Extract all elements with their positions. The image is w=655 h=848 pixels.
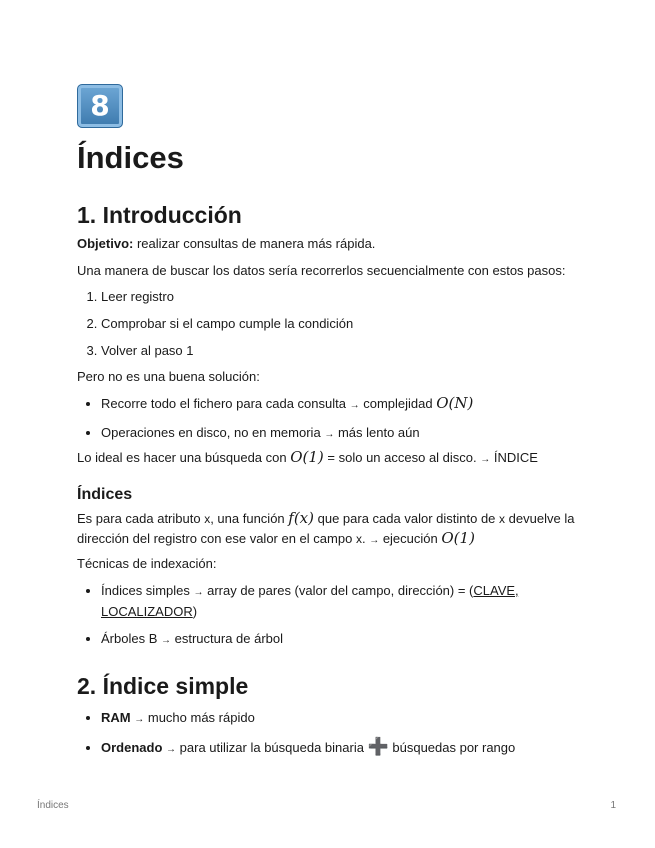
list-item — [101, 394, 591, 415]
text: Árboles B — [101, 631, 158, 646]
subsection-heading-indices: Índices — [77, 486, 133, 503]
text: para utilizar la búsqueda binaria — [179, 740, 364, 755]
list-item — [101, 423, 591, 444]
code-x: x — [355, 532, 362, 546]
arrow-icon: → — [193, 587, 204, 598]
underlined-text: CLAVE, — [473, 583, 519, 598]
bold-label: RAM — [101, 710, 131, 725]
text: dirección del registro con ese valor en el campo — [77, 531, 353, 546]
arrow-icon: → — [480, 454, 491, 465]
ideal-mid: = solo un acceso al disco. — [327, 450, 477, 465]
bullet-text: Operaciones en disco, no en memoria — [101, 425, 321, 440]
text: ejecución — [382, 531, 438, 546]
page-content — [77, 84, 582, 176]
math-expression: f(x) — [288, 509, 314, 527]
section-heading-indice-simple: 2. Índice simple — [77, 673, 249, 699]
text: , una función — [210, 511, 285, 526]
objective-label: Objetivo: — [77, 236, 134, 251]
arrow-icon: → — [349, 400, 360, 411]
ideal-start: Lo ideal es hacer una búsqueda con — [77, 450, 287, 465]
not-good-paragraph: Pero no es una buena solución: — [77, 369, 260, 384]
text: ) — [192, 604, 198, 619]
code-x: x — [204, 512, 211, 526]
text: mucho más rápido — [147, 710, 255, 725]
page-number: 1 — [610, 800, 616, 811]
ideal-paragraph — [77, 448, 538, 469]
chapter-number-keycap: 8 — [77, 84, 123, 128]
bold-label: Ordenado — [101, 740, 163, 755]
arrow-icon: → — [134, 714, 145, 725]
techniques-label: Técnicas de indexación: — [77, 556, 217, 571]
bullet-text: Recorre todo el fichero para cada consulta — [101, 396, 346, 411]
ideal-end: ÍNDICE — [493, 450, 538, 465]
math-expression: O(N) — [436, 394, 474, 412]
page-title: Índices — [77, 140, 184, 175]
list-item: 3. Volver al paso 1 — [101, 341, 581, 360]
list-item — [101, 737, 591, 759]
bullet-tail: más lento aún — [337, 425, 420, 440]
simple-index-list — [77, 708, 591, 759]
text: Índices simples — [101, 583, 190, 598]
plus-icon: ➕ — [367, 737, 389, 756]
math-expression: O(1) — [290, 448, 324, 466]
math-expression: O(1) — [441, 529, 475, 547]
problems-list — [77, 394, 591, 444]
text: Es para cada atributo — [77, 511, 201, 526]
arrow-icon: → — [161, 635, 171, 646]
text: búsquedas por rango — [392, 740, 516, 755]
arrow-icon: → — [369, 535, 380, 546]
underlined-text: LOCALIZADOR — [101, 604, 193, 619]
list-item — [101, 581, 561, 621]
indices-definition — [77, 509, 582, 550]
text: . — [361, 531, 366, 546]
section-heading-introduccion: 1. Introducción — [77, 202, 242, 228]
text: estructura de árbol — [174, 631, 284, 646]
footer-title: Índices — [37, 800, 69, 811]
objective-paragraph — [77, 234, 375, 253]
bullet-tail: complejidad — [363, 396, 433, 411]
list-item — [101, 708, 591, 729]
text: que para cada valor distinto de — [317, 511, 496, 526]
arrow-icon: → — [324, 429, 335, 440]
list-item — [101, 629, 561, 650]
techniques-list — [77, 581, 561, 650]
steps-list — [77, 287, 581, 360]
code-x: x — [499, 512, 506, 526]
list-item: 2. Comprobar si el campo cumple la condición — [101, 314, 581, 333]
list-item: 1. Leer registro — [101, 287, 581, 306]
arrow-icon: → — [166, 744, 177, 755]
text: array de pares (valor del campo, dirección) = ( — [207, 583, 474, 598]
intro-paragraph: Una manera de buscar los datos sería recorrerlos secuencialmente con estos pasos: — [77, 263, 566, 278]
objective-text: realizar consultas de manera más rápida. — [136, 236, 376, 251]
text: devuelve la — [508, 511, 575, 526]
